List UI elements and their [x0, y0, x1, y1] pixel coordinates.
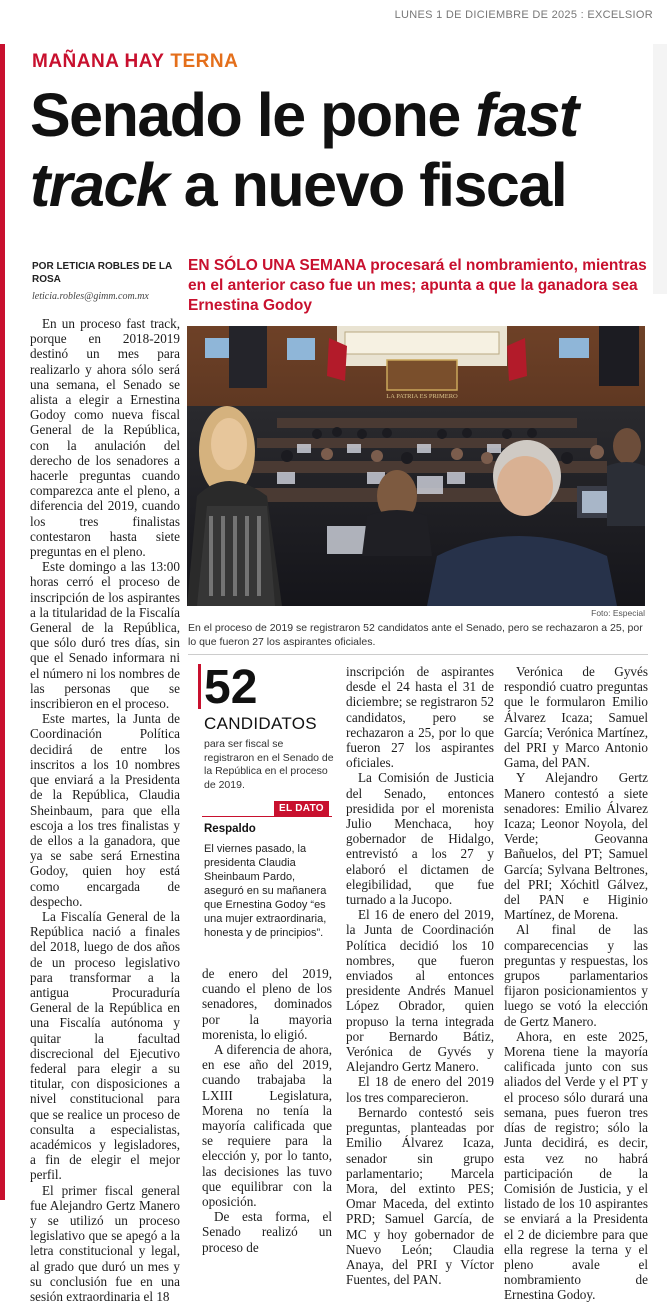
paragraph: Ahora, en este 2025, Morena tiene la mayoría calificada junto con sus aliados del Verde y el PT y el proceso sólo durará una semana, pues fueron tres días de registro; sólo la Junta decidirá, es decir, esta vez no habrá participación de la Comisión de Justicia, y el listado de los 10 aspirantes se enviará a la Presidenta el 2 de diciembre para que ella regrese la terna y el pleno avale el nombramiento de Ernestina Godoy. — [504, 1028, 648, 1303]
paragraph — [30, 316, 180, 559]
paragraph: El 16 de enero del 2019, la Junta de Coordinación Política decidió los 10 nombres, que fueron enviados al entonces presidente Andrés Manuel López Obrador, quien propuso la terna integrada por Bernardo Bátiz, Verónica de Gyvés y Alejandro Gertz Manero. — [346, 907, 494, 1075]
body-column-4 — [504, 664, 648, 1303]
body-column-1 — [30, 316, 180, 1304]
senate-chamber-illustration — [187, 326, 645, 606]
factbox-number: 52 — [204, 661, 258, 714]
factbox-label: CANDIDATOS — [204, 714, 317, 733]
dato-divider — [202, 816, 332, 817]
body-column-3 — [346, 664, 494, 1287]
paragraph-text: En un proceso fast track, porque en 2018-2019 destinó un mes para realizarlo y ahora sólo será una semana, el Senado se alista a elegir a Ernestina Godoy como nueva fiscal General de la República, con la anulación del derecho de los senadores a hacerle preguntas cuando comparezca ante el pleno, a diferencia del 2019, cuando los tres finalistas contestaron hasta siete preguntas en el pleno. — [30, 316, 180, 560]
headline-part-2: a nuevo fiscal — [168, 151, 567, 219]
headline-italic-1: fast — [475, 81, 578, 149]
kicker-part-1: MAÑANA HAY — [32, 51, 165, 72]
caption-divider — [188, 654, 648, 655]
headline-italic-2: track — [30, 151, 169, 219]
paragraph: de enero del 2019, cuando el pleno de los senadores, dominados por la mayoria morenista, lo eligió. — [202, 966, 332, 1042]
chamber-banner: LA PATRIA ES PRIMERO — [386, 393, 458, 400]
paragraph: La Comisión de Justicia del Senado, entonces presidida por el morenista Julio Menchaca, hoy gobernador de Hidalgo, entrevistó a los 27 y elaboró el dictamen de elegibilidad, que fue turnado a la Jucopo. — [346, 770, 494, 908]
section-color-bar — [0, 44, 5, 1200]
paragraph: Bernardo contestó seis preguntas, planteadas por Emilio Álvarez Icaza, senador sin grupo parlamentario; Marcela Mora, del extinto PES; Omar Maceda, del extinto PRD; Samuel García, de MC y hoy gobernador de Nuevo León; Claudia Anaya, del PRI y Víctor Fuentes, del PAN. — [346, 1104, 494, 1288]
paragraph: El 18 de enero del 2019 los tres comparecieron. — [346, 1074, 494, 1105]
paragraph: Al final de las comparecencias y las preguntas y respuestas, los grupos parlamentarios fijaron posicionamientos y luego se votó la elección de Gertz Manero. — [504, 922, 648, 1029]
senate-photo — [187, 326, 645, 606]
kicker-part-2: TERNA — [170, 51, 239, 72]
factbox-accent — [198, 664, 201, 709]
headline-part-1: Senado le pone — [30, 81, 476, 149]
author-email: leticia.robles@gimm.com.mx — [32, 291, 149, 302]
paragraph: Este martes, la Junta de Coordinación Política decidirá de entre los inscritos a los 10 nombres que enviará a la Presidenta de la República, Claudia Sheinbaum, para que ella escoja a los tres finalistas y de ellos a la ganadora, que ya se sabe será Ernestina Godoy, quien hoy está como encargada de despecho. — [30, 711, 180, 909]
paragraph: La Fiscalía General de la República nació a finales del 2018, luego de dos años de un proceso legislativo para transformar a la antigua Procuraduría General de la República en una Fiscalía autónoma y quitar la facultad discrecional del Ejecutivo federal para elegir a su titular, con disposiciones a nivel constitucional para que se realice un proceso de consulta a especialistas, académicos y legisladores, a fin de elegir el mejor perfil. — [30, 908, 180, 1183]
byline: POR LETICIA ROBLES DE LA ROSA — [32, 261, 172, 285]
paragraph: Este domingo a las 13:00 horas cerró el proceso de inscripción de los aspirantes a la titularidad de la Fiscalía General de la República, que sólo duró tres días, sin que el Senado informara ni el número ni los nombres de las personas que se inscribieron en el proceso. — [30, 559, 180, 712]
factbox-description: para ser fiscal se registraron en el Senado de la República en el proceso de 2019. — [204, 738, 334, 791]
paragraph: A diferencia de ahora, en ese año del 2019, cuando trabajaba la LXIII Legislatura, Morena no tenía la mayoría calificada que se requiere para la elección y, por lo tanto, las decisiones las tuvo que equilibrar con la oposición. — [202, 1042, 332, 1210]
paragraph: Y Alejandro Gertz Manero contestó a siete senadores: Emilio Álvarez Icaza; Leonor Noyola, del Verde; Geovanna Bañuelos, del PT; Samuel García; Sylvana Beltrones, del PRI; Xóchitl Gálvez, del PAN e Higinio Martínez, de Morena. — [504, 770, 648, 923]
deck-rest: procesará el nombramiento, mientras en el anterior caso fue un mes; apunta a que la ganadora sea Ernestina Godoy — [188, 257, 647, 314]
photo-credit: Foto: Especial — [591, 608, 645, 618]
paragraph: inscripción de aspirantes desde el 24 hasta el 31 de diciembre; se registraron 52 candidatos, pero se rechazaron a 25, por lo que fueron 27 los aspirantes oficiales. — [346, 664, 494, 771]
page-edge-shadow — [653, 44, 667, 294]
dateline: LUNES 1 DE DICIEMBRE DE 2025 : EXCELSIOR — [394, 9, 653, 21]
body-column-2 — [202, 966, 332, 1255]
photo-caption: En el proceso de 2019 se registraron 52 candidatos ante el Senado, pero se rechazaron a 25, por lo que fueron 27 los aspirantes oficiales. — [188, 622, 643, 648]
page-header — [0, 0, 667, 40]
respaldo-title: Respaldo — [204, 823, 256, 835]
paragraph: Verónica de Gyvés respondió cuatro preguntas que le formularon Emilio Álvarez Icaza; Samuel García; Verónica Martínez, del PRI y Marco Antonio Gama, del PAN. — [504, 664, 648, 771]
kicker — [32, 51, 238, 73]
paragraph: El primer fiscal general fue Alejandro Gertz Manero y se utilizó un proceso legislativo que se apegó a la letra constitucional y legal, al grado que duró un mes y su conclusión fue en una sesión extraordinaria el 18 — [30, 1182, 180, 1304]
deck-lead: EN SÓLO UNA SEMANA — [188, 257, 366, 274]
respaldo-text: El viernes pasado, la presidenta Claudia Sheinbaum Pardo, aseguró en su mañanera que Ernestina Godoy “es una mujer extraordinaria, honesta y de principios”. — [204, 843, 327, 939]
paragraph: De esta forma, el Senado realizó un proceso de — [202, 1209, 332, 1255]
dato-tag: EL DATO — [274, 801, 329, 816]
deck — [188, 256, 648, 316]
headline — [30, 80, 650, 220]
